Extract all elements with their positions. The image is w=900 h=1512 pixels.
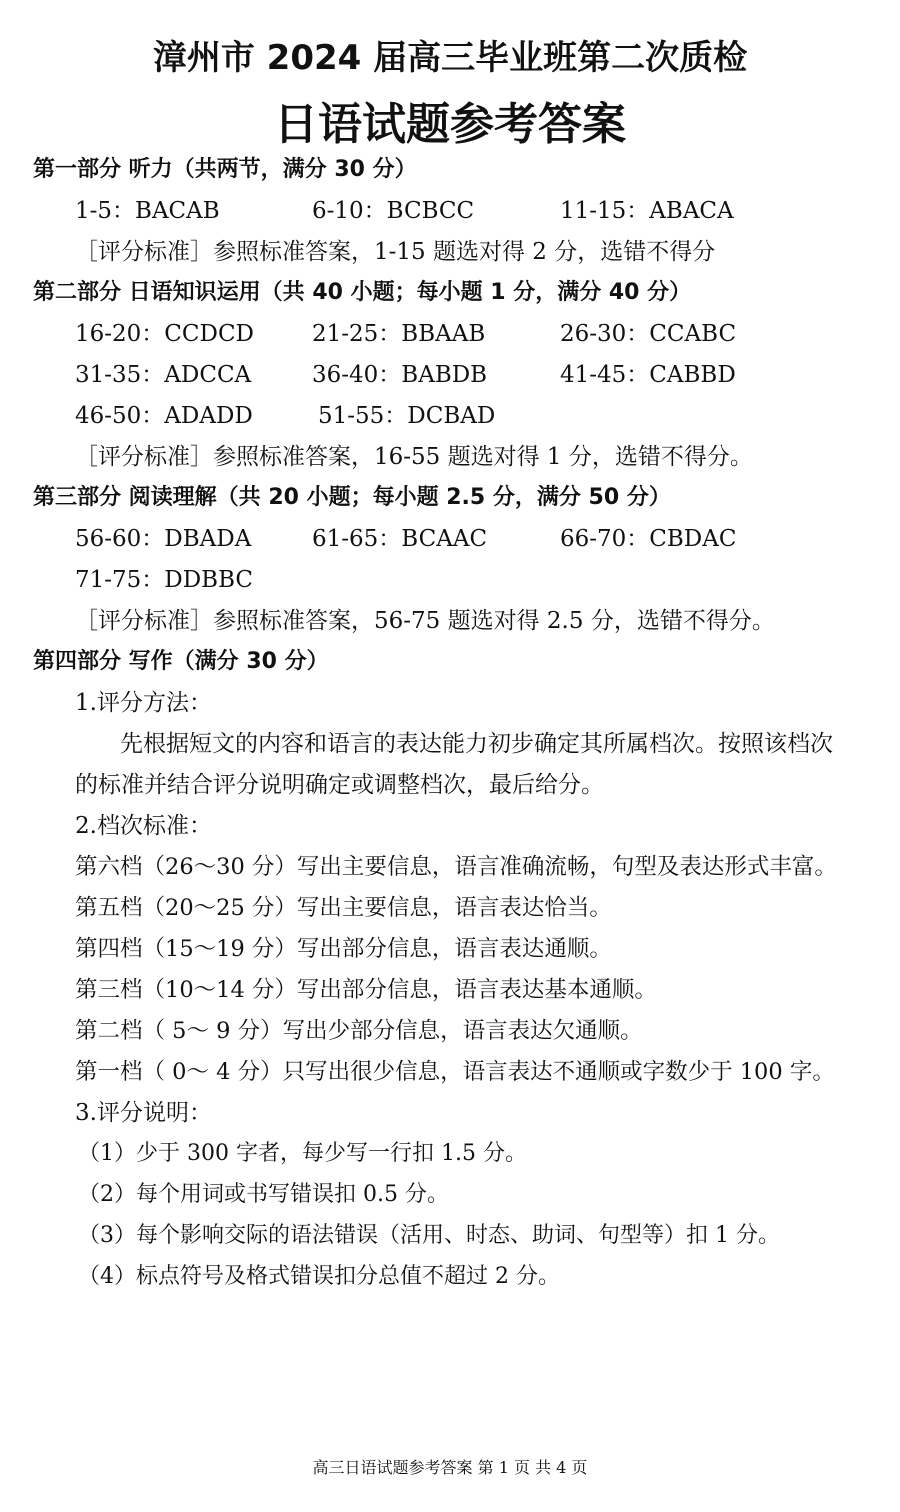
scoring-note: （4）标点符号及格式错误扣分总值不超过 2 分。 (78, 1264, 560, 1289)
method-text: 先根据短文的内容和语言的表达能力初步确定其所属档次。按照该档次 (120, 731, 833, 757)
document-title: 漳州市 2024 届高三毕业班第二次质检 (152, 38, 748, 78)
page-footer: 高三日语试题参考答案 第 1 页 共 4 页 (312, 1458, 588, 1477)
answer-group: 21-25：BBAAB (312, 321, 486, 347)
grades-title: 2.档次标准： (75, 813, 212, 839)
part3-heading: 第三部分 阅读理解（共 20 小题；每小题 2.5 分，满分 50 分） (33, 485, 671, 510)
answer-group: 41-45：CABBD (560, 362, 736, 388)
answer-group: 66-70：CBDAC (560, 526, 737, 552)
answer-group: 6-10：BCBCC (312, 198, 475, 224)
grade-level: 第三档（10～14 分）写出部分信息，语言表达基本通顺。 (75, 977, 657, 1003)
scoring-note: （2）每个用词或书写错误扣 0.5 分。 (78, 1182, 449, 1207)
answer-group: 46-50：ADADD (75, 403, 253, 429)
method-title: 1.评分方法： (75, 690, 212, 716)
answer-group: 71-75：DDBBC (75, 567, 254, 593)
answer-group: 16-20：CCDCD (75, 321, 254, 347)
answer-group: 36-40：BABDB (312, 362, 488, 388)
grade-level: 第四档（15～19 分）写出部分信息，语言表达通顺。 (75, 936, 612, 962)
part1-criteria: ［评分标准］参照标准答案，1-15 题选对得 2 分，选错不得分 (75, 239, 716, 265)
method-text: 的标准并结合评分说明确定或调整档次，最后给分。 (75, 772, 604, 798)
answer-group: 1-5：BACAB (75, 198, 220, 224)
part1-heading: 第一部分 听力（共两节，满分 30 分） (33, 157, 417, 182)
grade-level: 第五档（20～25 分）写出主要信息，语言表达恰当。 (75, 895, 612, 921)
grade-level: 第六档（26～30 分）写出主要信息，语言准确流畅，句型及表达形式丰富。 (75, 854, 837, 880)
document-subtitle: 日语试题参考答案 (274, 99, 626, 150)
scoring-note: （3）每个影响交际的语法错误（活用、时态、助词、句型等）扣 1 分。 (78, 1223, 780, 1248)
answer-group: 26-30：CCABC (560, 321, 737, 347)
part2-criteria: ［评分标准］参照标准答案，16-55 题选对得 1 分，选错不得分。 (75, 444, 753, 470)
answer-group: 61-65：BCAAC (312, 526, 488, 552)
notes-title: 3.评分说明： (75, 1100, 212, 1126)
grade-level: 第二档（ 5～ 9 分）写出少部分信息，语言表达欠通顺。 (75, 1018, 643, 1044)
scoring-note: （1）少于 300 字者，每少写一行扣 1.5 分。 (78, 1141, 527, 1166)
grade-level: 第一档（ 0～ 4 分）只写出很少信息，语言表达不通顺或字数少于 100 字。 (75, 1059, 835, 1085)
part4-heading: 第四部分 写作（满分 30 分） (33, 649, 329, 674)
answer-group: 31-35：ADCCA (75, 362, 252, 388)
answer-group: 11-15：ABACA (560, 198, 734, 224)
part3-criteria: ［评分标准］参照标准答案，56-75 题选对得 2.5 分，选错不得分。 (75, 608, 775, 634)
answer-group: 51-55：DCBAD (318, 403, 496, 429)
answer-group: 56-60：DBADA (75, 526, 252, 552)
part2-heading: 第二部分 日语知识运用（共 40 小题；每小题 1 分，满分 40 分） (33, 280, 692, 305)
